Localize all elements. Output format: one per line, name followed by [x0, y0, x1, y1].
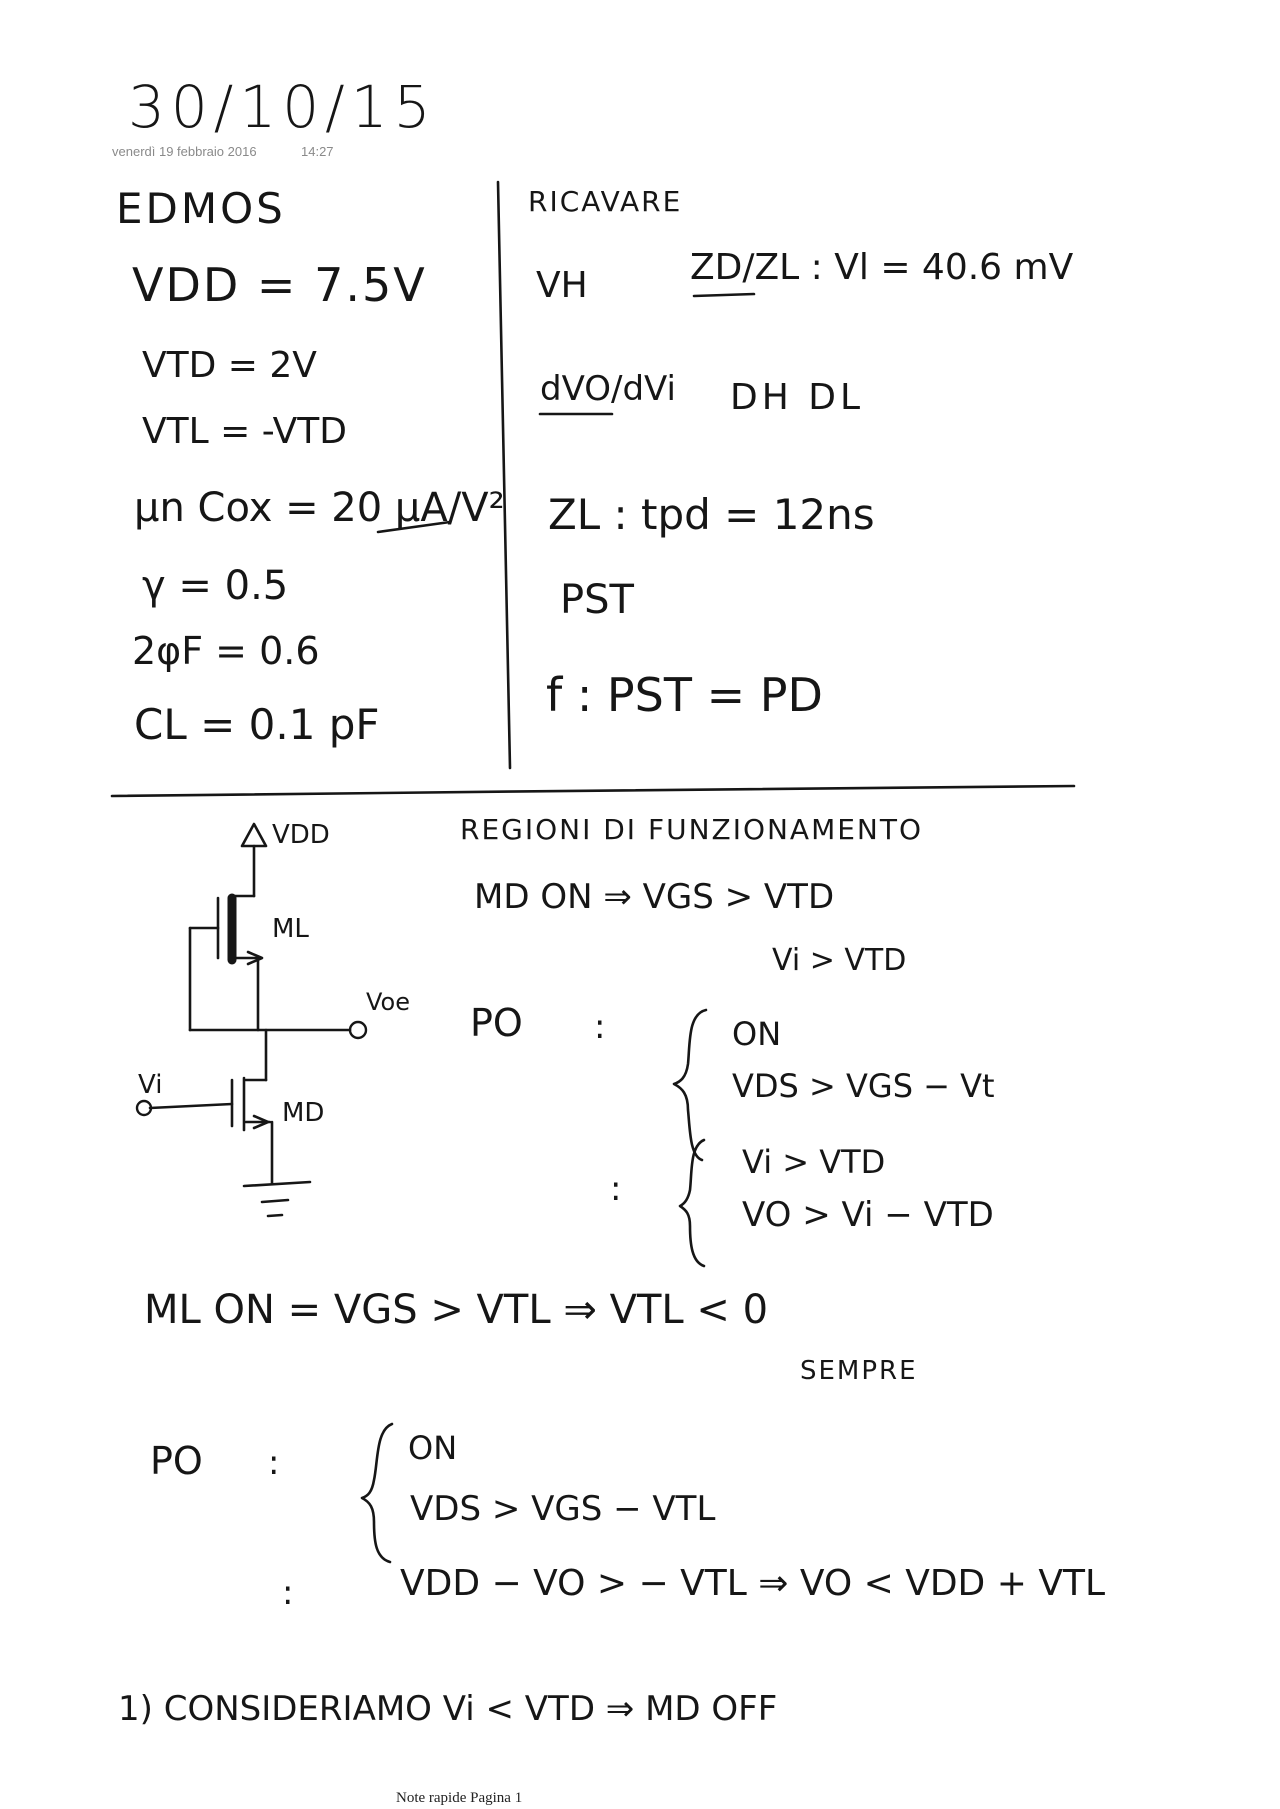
po-colon: :: [594, 1007, 606, 1047]
circuit-ml-label: ML: [272, 914, 309, 944]
circuit-vdd-label: VDD: [272, 820, 330, 850]
po2-result: VDD − VO > − VTL ⇒ VO < VDD + VTL: [400, 1563, 1106, 1604]
given-2phif: 2φF = 0.6: [132, 629, 320, 673]
ricavare-f: f : PST = PD: [546, 668, 823, 722]
fraction-bar-ua-v2: [378, 522, 450, 532]
page-footer: Note rapide Pagina 1: [396, 1790, 523, 1806]
po2-colon: :: [268, 1443, 280, 1483]
ground-bar-1: [244, 1182, 310, 1186]
step-1: 1) CONSIDERIAMO Vi < VTD ⇒ MD OFF: [118, 1689, 778, 1729]
ricavare-dh-dl: DH DL: [730, 377, 865, 418]
circuit-vi-label: Vi: [138, 1070, 163, 1100]
given-vtd: VTD = 2V: [142, 345, 317, 386]
ricavare-vh: VH: [536, 265, 588, 306]
given-cl: CL = 0.1 pF: [134, 700, 380, 749]
sempre-label: SEMPRE: [800, 1356, 918, 1386]
md-gate-wire: [150, 1104, 232, 1108]
po-brace-1-line-2: VDS > VGS − Vt: [732, 1067, 995, 1105]
ricavare-tpd: ZL : tpd = 12ns: [548, 490, 875, 539]
given-mu-cox: μn Cox = 20 μA/V²: [134, 485, 505, 531]
md-on-condition: MD ON ⇒ VGS > VTD: [474, 877, 835, 917]
po-brace-2-line-1: Vi > VTD: [742, 1143, 886, 1181]
po-brace-2-line-2: VO > Vi − VTD: [742, 1195, 994, 1235]
given-gamma: γ = 0.5: [142, 563, 289, 609]
givens-title: EDMOS: [116, 184, 286, 233]
circuit-md-label: MD: [282, 1098, 325, 1128]
output-terminal-icon: [350, 1022, 366, 1038]
po-brace-1-line-1: ON: [732, 1015, 782, 1053]
given-vdd: VDD = 7.5V: [132, 258, 427, 312]
column-divider: [498, 182, 510, 768]
po2-label: PO: [150, 1439, 203, 1483]
po2-colon-2: :: [282, 1573, 294, 1613]
ricavare-gain: dVO/dVi: [540, 369, 676, 409]
ricavare-zd-zl: ZD/ZL : Vl = 40.6 mV: [690, 247, 1074, 288]
ground-bar-3: [268, 1215, 282, 1216]
po-colon-2: :: [610, 1169, 622, 1209]
brace-po-1: [674, 1010, 706, 1160]
handwritten-date: 30/10/15: [128, 73, 437, 141]
meta-date: venerdì 19 febbraio 2016: [112, 144, 257, 159]
circuit-vo-label: Voe: [366, 988, 411, 1016]
given-vtl: VTL = -VTD: [142, 411, 347, 452]
vdd-arrow-icon: [242, 824, 266, 846]
ricavare-title: RICAVARE: [528, 185, 683, 218]
brace-po2: [362, 1424, 392, 1562]
ricavare-pst: PST: [560, 577, 634, 623]
section-divider: [112, 786, 1074, 796]
ml-on-condition: ML ON = VGS > VTL ⇒ VTL < 0: [144, 1287, 769, 1333]
po2-brace-line-1: ON: [408, 1429, 458, 1467]
fraction-bar-zd-zl: [694, 294, 754, 296]
md-on-condition-2: Vi > VTD: [772, 943, 907, 978]
po-label: PO: [470, 1001, 523, 1045]
meta-time: 14:27: [301, 144, 334, 159]
ground-bar-2: [262, 1200, 288, 1202]
po2-brace-line-2: VDS > VGS − VTL: [410, 1489, 716, 1529]
regions-title: REGIONI DI FUNZIONAMENTO: [460, 813, 924, 846]
